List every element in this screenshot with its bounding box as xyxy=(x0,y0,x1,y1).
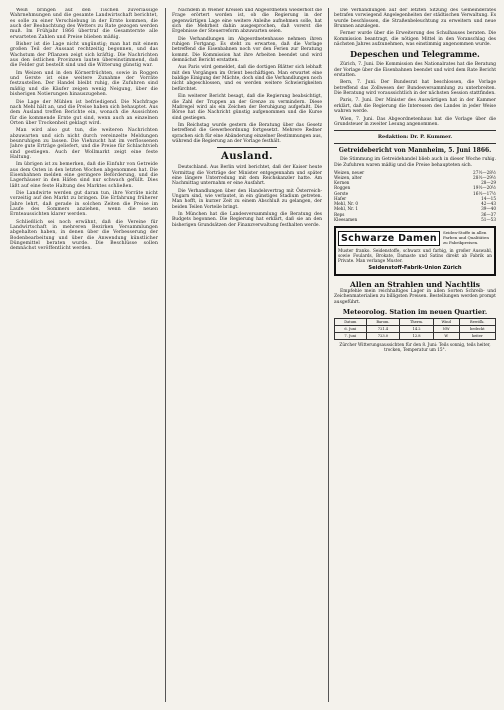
market-price: 51—53 xyxy=(481,216,496,222)
market-price: 39—40 xyxy=(481,206,496,212)
meteo-cell: W xyxy=(433,332,459,339)
meteo-cell: 723.0 xyxy=(366,332,400,339)
telegram-paragraph: Bern, 7. Juni. Der Bundesrat hat beschlossen, die Vorlage betreffend das Zollwesen der Bundesversammlung zu unterbreiten. Die Beratung wird voraussichtlich in der nächsten Session stattfinden. xyxy=(334,80,496,97)
article-paragraph: Die Landwirte werden gut daran tun, ihre Vorräte nicht vorzeitig auf den Markt zu bringen. Die Erfahrung früherer Jahre lehrt, daß gerade in solchen Zeiten die Preise im Laufe des Sommers anziehen, wenn die neuen Ernteaussichten klarer werden. xyxy=(10,191,158,218)
ad-footer: Seidenstoff-Fabrik-Union Zürich xyxy=(368,264,462,271)
advertisement-silk xyxy=(334,226,496,276)
article-paragraph: Die Verhandlungen auf der letzten Sitzung des Gemeinderates betrafen vorwiegend Angelegenheiten der städtischen Verwaltung. Es wurde beschlossen, die Straßenbeleuchtung zu erweitern und neue Brunnen anzulegen. xyxy=(334,8,496,30)
meteo-header-cell: Wind xyxy=(433,318,459,325)
article-paragraph: In München hat die Landesversammlung die Beratung des Budgets begonnen. Die Regierung hat erklärt, daß sie an den bisherigen Grundsätzen der Finanzverwaltung festhalten werde. xyxy=(172,212,322,228)
market-item: Weizen, neuer xyxy=(334,169,365,175)
section-heading-ausland: Ausland. xyxy=(221,151,273,163)
meteo-cell: 14.2 xyxy=(400,325,433,332)
market-item: Reps xyxy=(334,211,345,217)
column-divider xyxy=(328,8,329,702)
market-item: Mehl, Nr. 0 xyxy=(334,201,358,207)
market-item: Weizen, alter xyxy=(334,175,362,181)
market-row xyxy=(334,217,496,222)
meteo-cell: heiter xyxy=(459,332,495,339)
meteo-row xyxy=(335,332,496,339)
market-item: Kernen xyxy=(334,180,350,186)
section-divider xyxy=(217,147,277,148)
meteo-header-cell: Barom. xyxy=(366,318,400,325)
ad-body: Muster franko. Seidenstoffe, schwarz und farbig, in großer Auswahl, sowie Foulards, Brokate, Damaste und Satins direkt ab Fabrik an Private. Man verlange Muster. xyxy=(338,247,492,263)
advertisement-body: Empfehle mein reichhaltiges Lager in allen Sorten Schreib- und Zeichenmaterialien zu billigsten Preisen. Bestellungen werden prompt ausgeführt. xyxy=(334,288,496,305)
market-price: 19½—20½ xyxy=(473,185,496,191)
article-paragraph: Im Reichstag wurde gestern die Beratung über das Gesetz betreffend die Gewerbeordnung fortgesetzt. Mehrere Redner sprachen sich für eine Abänderung einzelner Bestimmungen aus, während die Regierung an der Vorlage festhält. xyxy=(172,122,322,144)
meteo-cell: 7. Juni xyxy=(335,332,367,339)
telegram-paragraph: Wien, 7. Juni. Das Abgeordnetenhaus hat die Vorlage über die Grundsteuer in zweiter Lesung angenommen. xyxy=(334,116,496,127)
article-paragraph: Nachdem in Wiener Kreisen und Abgeordneten wiederholt die Frage erörtert worden ist, ob die Regierung in der gegenwärtigen Lage eine weitere Anleihe aufnehmen solle, hat sich die Mehrheit dahin ausgesprochen, daß vorerst die Ergebnisse der Steuerreform abzuwarten seien. xyxy=(172,8,322,35)
article-paragraph: Bisher ist die Lage nicht ungünstig; man hat mit einem großen Teil der Aussaat rechtzeitig begonnen, und das Wachstum der Pflanzen zeigt sich kräftig. Die Nachrichten aus den östlichen Provinzen lauten übereinstimmend, daß die Felder gut bestellt sind und die Witterung günstig war. xyxy=(10,42,158,69)
market-item: Kleesamen xyxy=(334,216,358,222)
market-item: Gerste xyxy=(334,190,349,196)
market-item: Hafer xyxy=(334,195,347,201)
article-paragraph: Ferner wurde über die Erweiterung des Schulhauses beraten. Die Kommission beantragt, die nötigen Mittel in den Voranschlag des nächsten Jahres aufzunehmen, was einstimmig angenommen wurde. xyxy=(334,31,496,48)
article-paragraph: Im Weizen und in den Körnerfrüchten, sowie in Roggen und Gerste ist eine weitere Zunahme der Vorräte festzustellen. Der Handel bleibt ruhig, die Zufuhren sind mäßig und die Käufer zeigen wenig Neigung, über die bisherigen Notierungen hinauszugehen. xyxy=(10,70,158,98)
article-paragraph: Die Lage der Mühlen ist befriedigend. Die Nachfrage nach Mehl hält an, und die Preise haben sich behauptet. Aus dem Ausland treffen Berichte ein, wonach die Aussichten für die kommende Ernte gut sind, wenn auch an einzelnen Orten über Trockenheit geklagt wird. xyxy=(10,99,158,126)
article-paragraph: Deutschland. Aus Berlin wird berichtet, daß der Kaiser heute Vormittag die Vorträge der Minister entgegennahm und später eine längere Unterredung mit dem Reichskanzler hatte. Am Nachmittag unternahm er eine Ausfahrt. xyxy=(172,165,322,187)
market-price: 27½—28½ xyxy=(473,169,496,175)
article-paragraph: Weiß bringen auf den Tischen zuverlässige Wahrnehmungen und die gesamte Landwirtschaft berichtet, es solle zu einer Verschiebung in der Ernte kommen, die auch der Beobachtung des Wetters zu Rate gezogen werden muß. Im Frühjahr 1866 übertraf die Gesamternte alle erwarteten Zahlen und Preise blieben mäßig. xyxy=(10,8,158,40)
market-price: 36—37 xyxy=(481,211,496,217)
market-price: 16½—17½ xyxy=(473,190,496,196)
market-price: 28—29 xyxy=(481,180,496,186)
column-one xyxy=(10,8,158,702)
article-paragraph: Schließlich sei noch erwähnt, daß die Vereine für Landwirtschaft in mehreren Bezirken Versammlungen abgehalten haben, in denen über die Verbesserung der Bodenbearbeitung und über die Anwendung künstlicher Düngemittel beraten wurde. Die Beschlüsse sollen demnächst veröffentlicht werden. xyxy=(10,219,158,252)
article-paragraph: Im übrigen ist zu bemerken, daß die Einfuhr von Getreide aus dem Osten in den letzten Wochen abgenommen hat. Die Eisenbahnen melden eine geringere Beförderung, und die Lagerhäuser in den Häfen sind nur schwach gefüllt. Dies läßt auf eine feste Haltung des Marktes schließen. xyxy=(10,162,158,189)
telegram-paragraph: Paris, 7. Juni. Der Minister des Auswärtigen hat in der Kammer erklärt, daß die Regierung die Interessen des Landes in jeder Weise wahren werde. xyxy=(334,98,496,115)
ad-title: Schwarze Damen xyxy=(338,231,440,246)
column-three xyxy=(334,8,496,702)
meteo-header-cell: Datum xyxy=(335,318,367,325)
section-divider xyxy=(334,130,496,131)
market-item: Mehl, Nr. 1 xyxy=(334,206,358,212)
meteo-station-title: Meteorolog. Station im neuen Quartier. xyxy=(342,307,488,316)
market-price: 42—43 xyxy=(481,201,496,207)
column-two xyxy=(172,8,322,702)
telegram-paragraph: Zürich, 7. Juni. Die Kommission des Nationalrates hat die Beratung der Vorlage über die Eisenbahnen beendet und wird dem Rate Bericht erstatten. xyxy=(334,62,496,79)
meteo-header-cell: Bewölk. xyxy=(459,318,495,325)
article-paragraph: Aus Paris wird gemeldet, daß die dortigen Blätter sich lebhaft mit den Vorgängen im Orient beschäftigen. Man erwartet eine baldige Einigung der Mächte, doch sind die Verhandlungen noch nicht abgeschlossen, und es werden weitere Schwierigkeiten befürchtet. xyxy=(172,65,322,92)
article-paragraph: Die Verhandlungen über den Handelsvertrag mit Österreich-Ungarn sind, wie verlautet, in ein günstiges Stadium getreten. Man hofft, in kurzer Zeit zu einem Abschluß zu gelangen, der beiden Teilen Vorteile bringt. xyxy=(172,188,322,210)
section-divider xyxy=(334,143,496,144)
article-paragraph: Die Verhandlungen im Abgeordnetenhause nehmen ihren ruhigen Fortgang. Es steht zu erwarten, daß die Vorlage betreffend die Eisenbahnen noch vor den Ferien zur Beratung kommt. Die Kommission hat ihre Arbeiten beendet und wird demnächst Bericht erstatten. xyxy=(172,36,322,64)
weather-forecast-note: Zürcher Witterungsaussichten für den 8. Juni: Teils sonnig, teils heiter, trocken, Temperatur um 15°. xyxy=(339,341,491,352)
meteo-cell: 721.4 xyxy=(366,325,400,332)
advertisement-title: Allen an Strahlen und Nachtlis xyxy=(350,279,480,289)
meteo-cell: 6. Juni xyxy=(335,325,367,332)
market-item: Roggen xyxy=(334,185,351,191)
meteo-table xyxy=(334,318,496,340)
ad-side-text: Seiden-Stoffe in allen Farben und Qualitäten zu Fabrikpreisen. xyxy=(443,230,489,245)
meteo-cell: bedeckt xyxy=(459,325,495,332)
meteo-cell: 12.8 xyxy=(400,332,433,339)
market-price-list xyxy=(334,170,496,222)
column-divider xyxy=(165,8,166,702)
meteo-header-row xyxy=(335,318,496,325)
article-paragraph: Ein weiterer Bericht besagt, daß die Regierung beabsichtigt, die Zahl der Truppen an der Grenze zu vermindern. Diese Maßregel wird als ein Zeichen der Beruhigung aufgefaßt. Die Börse hat die Nachricht günstig aufgenommen und die Kurse sind gestiegen. xyxy=(172,94,322,121)
market-intro: Die Stimmung im Getreidehandel blieb auch in dieser Woche ruhig. Die Zufuhren waren mäßig und die Preise behaupteten sich. xyxy=(334,157,496,168)
editor-byline: Redaktion: Dr. P. Kummer. xyxy=(377,134,453,141)
market-price: 14—15 xyxy=(481,195,496,201)
meteo-header-cell: Therm. xyxy=(400,318,433,325)
meteo-cell: NW xyxy=(433,325,459,332)
meteo-row xyxy=(335,325,496,332)
market-price: 28½—29½ xyxy=(473,175,496,181)
article-paragraph: Man wird also gut tun, die weiteren Nachrichten abzuwarten und sich nicht durch vereinzelte Meldungen beunruhigen zu lassen. Die Viehzucht hat im verflossenen Jahre gute Erträge geliefert, und die Preise für Schlachtvieh sind gestiegen. Auch der Wollmarkt zeigt eine feste Haltung. xyxy=(10,128,158,160)
section-heading-telegrams: Depeschen und Telegramme. xyxy=(350,49,480,60)
market-report-heading: Getreidebericht von Mannheim, 5. Juni 1866. xyxy=(338,147,492,155)
